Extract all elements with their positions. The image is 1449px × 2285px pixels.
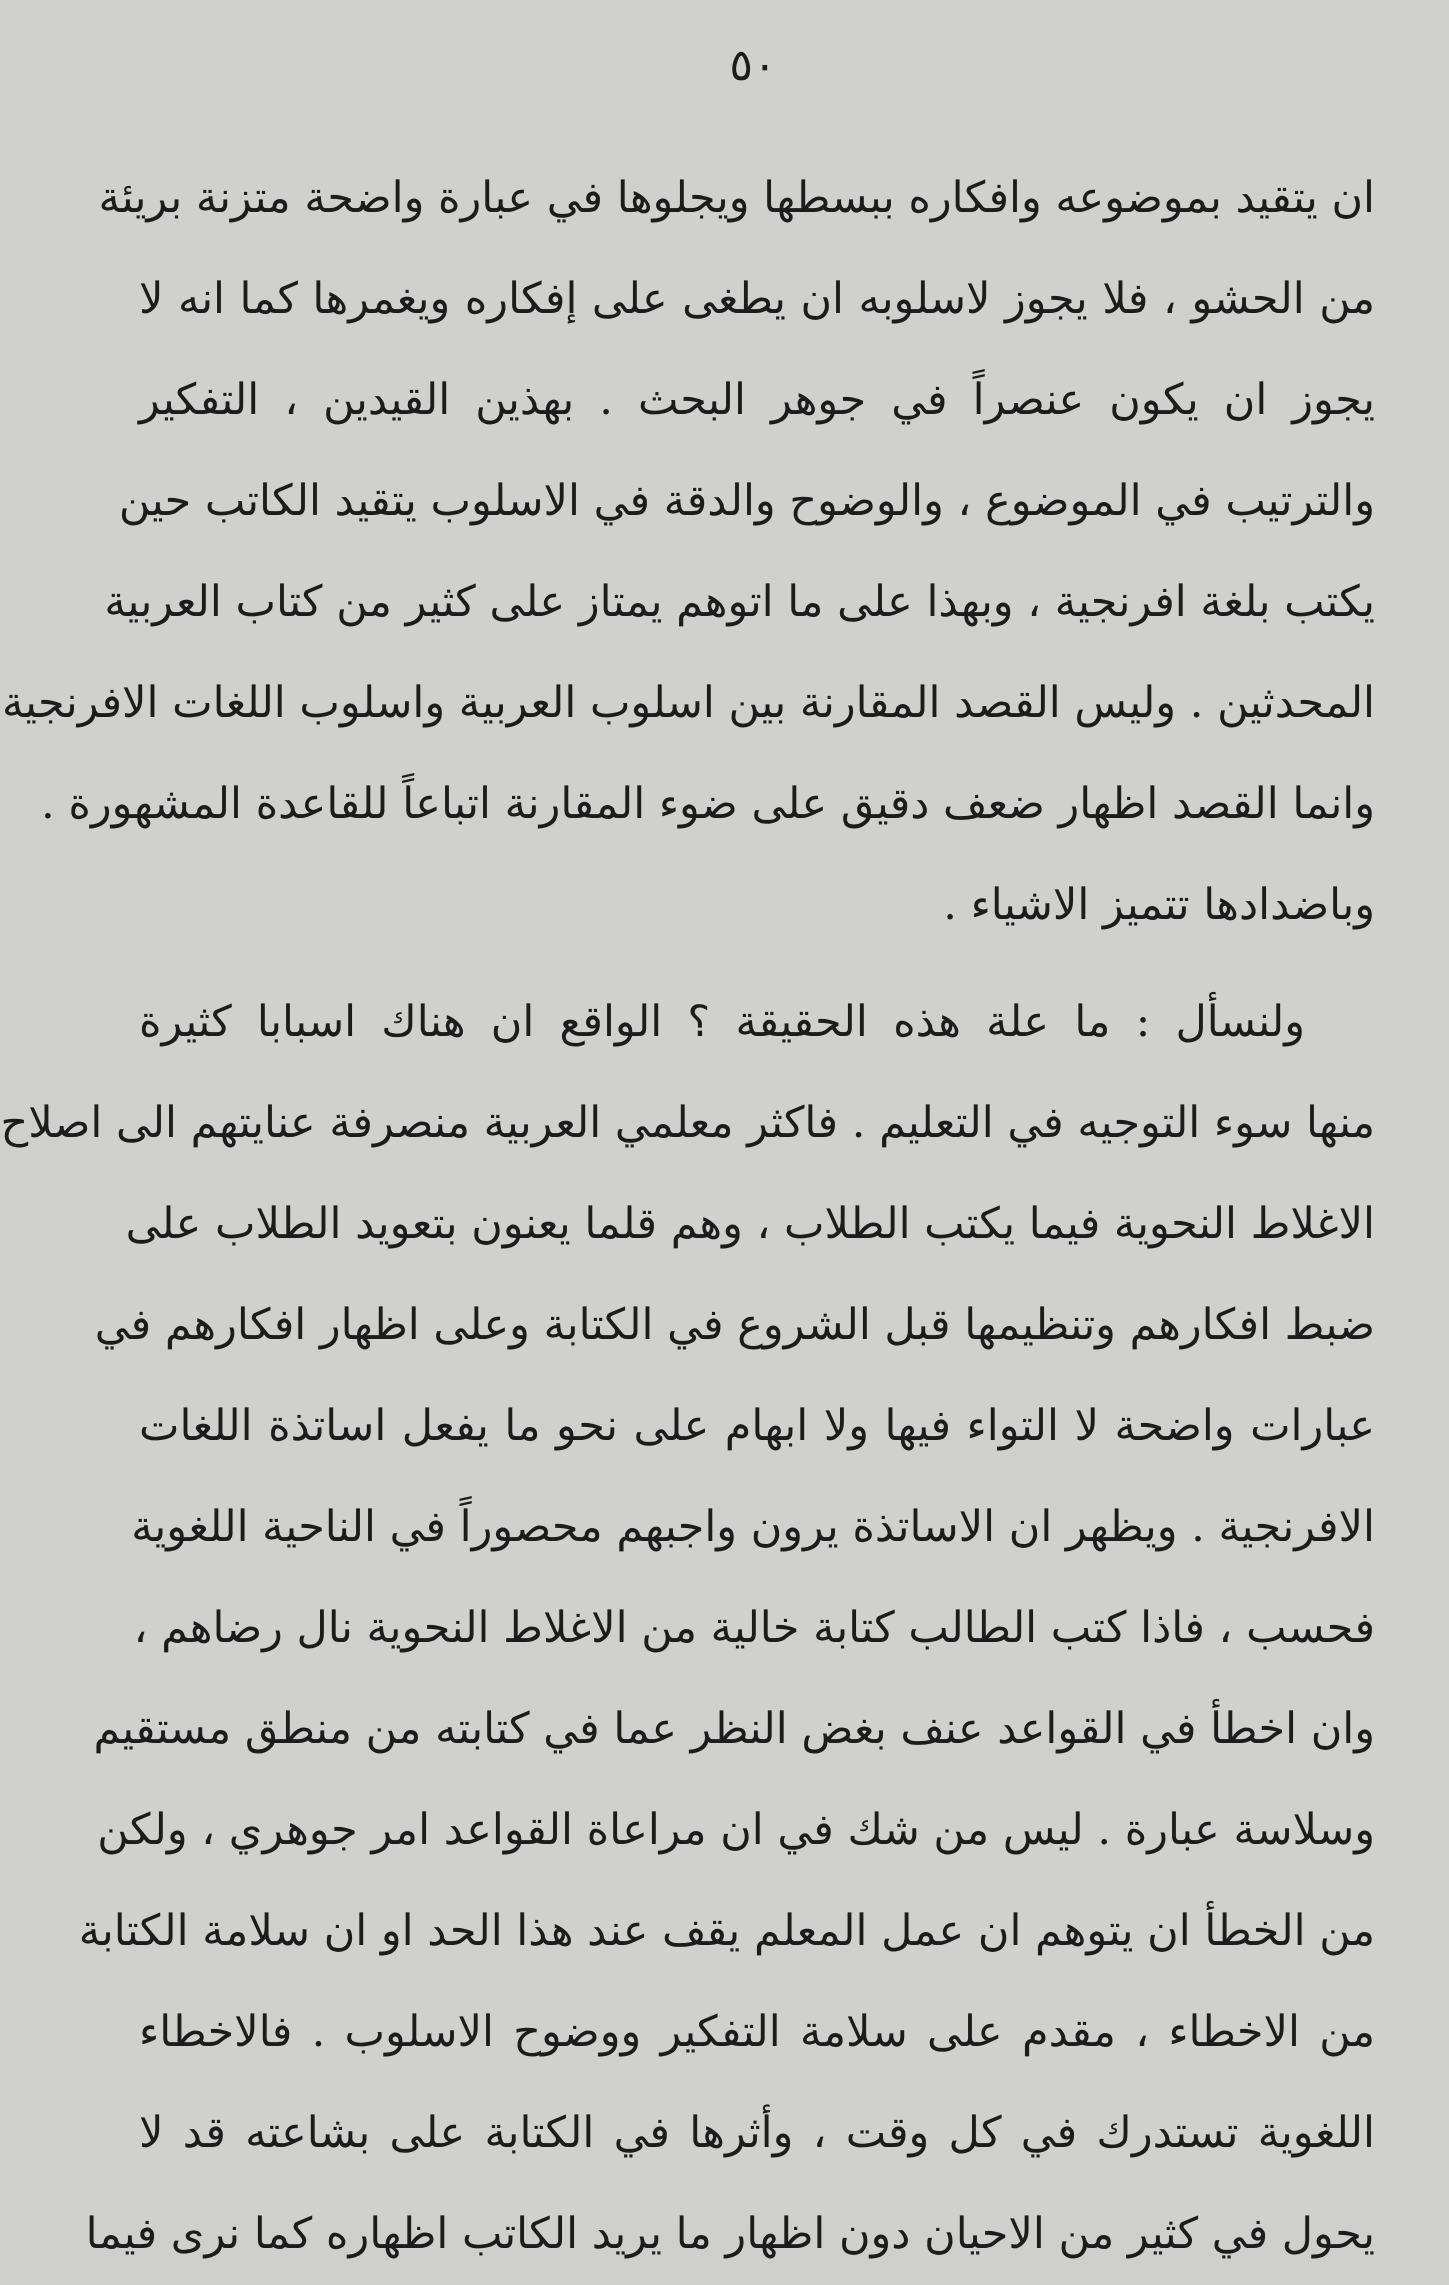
text-line: يكتب بلغة افرنجية ، وبهذا على ما اتوهم يمتاز على كثير من كتاب العربية bbox=[104, 577, 1375, 627]
text-line: اللغوية تستدرك في كل وقت ، وأثرها في الكتابة على بشاعته قد لا bbox=[139, 2108, 1375, 2158]
paragraph-2 bbox=[0, 972, 1375, 2285]
text-line: يحول في كثير من الاحيان دون اظهار ما يريد الكاتب اظهاره كما نرى فيما bbox=[85, 2209, 1375, 2259]
text-line: عبارات واضحة لا التواء فيها ولا ابهام على نحو ما يفعل اساتذة اللغات bbox=[139, 1401, 1375, 1451]
text-line: منها سوء التوجيه في التعليم . فاكثر معلمي العربية منصرفة عنايتهم الى اصلاح bbox=[0, 1098, 1375, 1148]
paragraph-1 bbox=[1, 148, 1375, 956]
text-line: فحسب ، فاذا كتب الطالب كتابة خالية من الاغلاط النحوية نال رضاهم ، bbox=[133, 1603, 1375, 1653]
text-line: والترتيب في الموضوع ، والوضوح والدقة في الاسلوب يتقيد الكاتب حين bbox=[118, 476, 1375, 526]
text-line: وسلاسة عبارة . ليس من شك في ان مراعاة القواعد امر جوهري ، ولكن bbox=[97, 1805, 1375, 1855]
text-line: المحدثين . وليس القصد المقارنة بين اسلوب العربية واسلوب اللغات الافرنجية bbox=[1, 678, 1375, 728]
text-line: يجوز ان يكون عنصراً في جوهر البحث . بهذين القيدين ، التفكير bbox=[139, 375, 1375, 425]
text-line: وانما القصد اظهار ضعف دقيق على ضوء المقارنة اتباعاً للقاعدة المشهورة . bbox=[40, 779, 1375, 829]
text-line: من الحشو ، فلا يجوز لاسلوبه ان يطغى على إفكاره ويغمرها كما انه لا bbox=[139, 274, 1375, 324]
text-line: الاغلاط النحوية فيما يكتب الطلاب ، وهم قلما يعنون بتعويد الطلاب على bbox=[125, 1199, 1375, 1249]
paragraph-gap bbox=[139, 956, 1375, 972]
text-line: الافرنجية . ويظهر ان الاساتذة يرون واجبهم محصوراً في الناحية اللغوية bbox=[131, 1502, 1375, 1552]
text-line: ولنسأل : ما علة هذه الحقيقة ؟ الواقع ان هناك اسبابا كثيرة bbox=[139, 997, 1305, 1047]
text-line: ضبط افكارهم وتنظيمها قبل الشروع في الكتابة وعلى اظهار افكارهم في bbox=[94, 1300, 1375, 1350]
text-line: من الخطأ ان يتوهم ان عمل المعلم يقف عند هذا الحد او ان سلامة الكتابة bbox=[78, 1906, 1375, 1956]
text-line: ان يتقيد بموضوعه وافكاره ببسطها ويجلوها في عبارة واضحة متزنة بريئة bbox=[98, 173, 1375, 223]
text-line: وباضدادها تتميز الاشياء . bbox=[943, 880, 1375, 930]
body-text bbox=[0, 148, 1375, 2285]
page-number: ٥٠ bbox=[729, 40, 777, 91]
text-line: من الاخطاء ، مقدم على سلامة التفكير ووضوح الاسلوب . فالاخطاء bbox=[139, 2007, 1375, 2057]
text-line: وان اخطأ في القواعد عنف بغض النظر عما في كتابته من منطق مستقيم bbox=[93, 1704, 1375, 1754]
